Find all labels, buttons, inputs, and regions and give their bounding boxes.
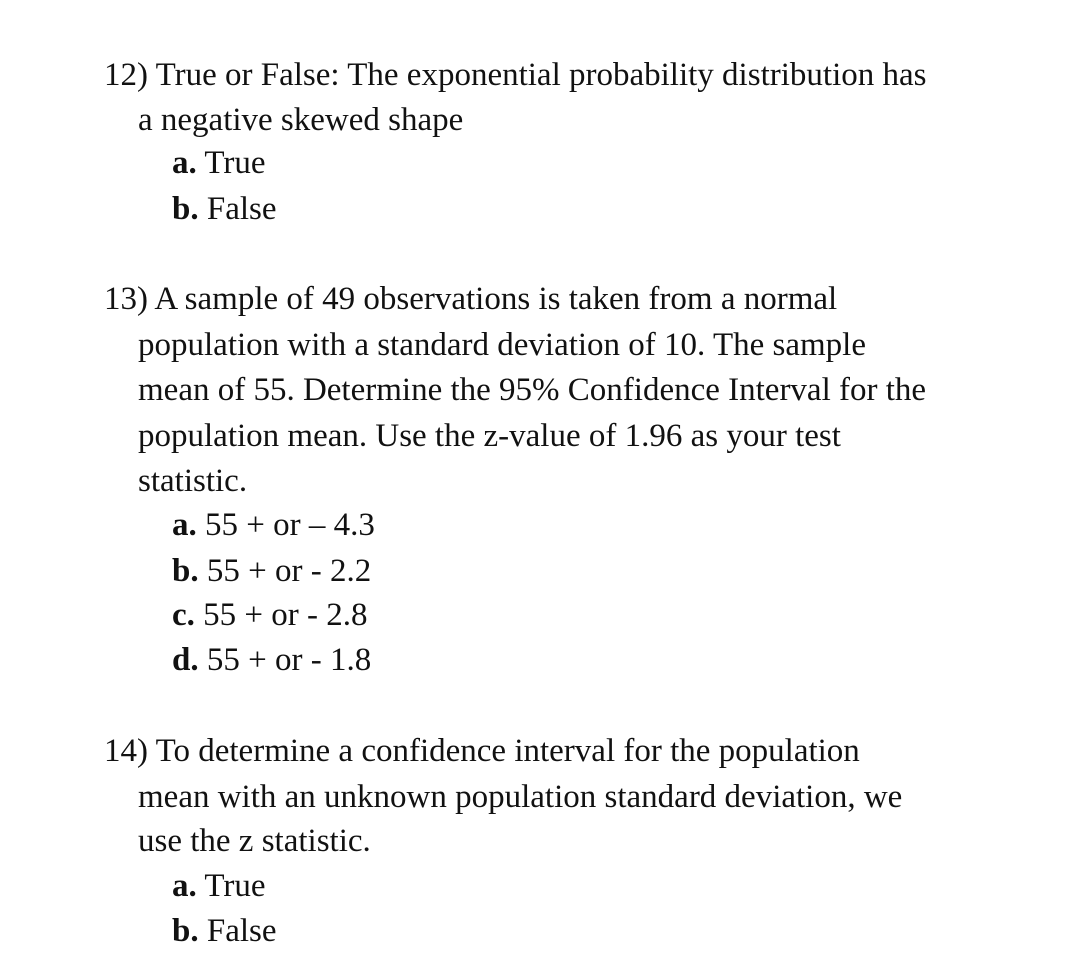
option-text: 55 + or - 2.2 <box>198 553 372 589</box>
option-letter: d. <box>172 642 199 678</box>
option-letter: b. <box>172 553 199 589</box>
question-text: 14) To determine a confidence interval for the population <box>104 733 860 769</box>
option-text: False <box>198 191 277 227</box>
question-text: statistic. <box>138 463 248 499</box>
question-text: a negative skewed shape <box>138 102 464 138</box>
option-text: 55 + or - 2.8 <box>194 597 368 633</box>
option-a[interactable] <box>172 505 375 545</box>
option-letter: a. <box>172 507 197 543</box>
option-letter: b. <box>172 913 199 949</box>
option-letter: a. <box>172 868 197 904</box>
option-letter: a. <box>172 145 197 181</box>
question-text: 13) A sample of 49 observations is taken from a normal <box>104 281 838 317</box>
option-a[interactable] <box>172 143 266 183</box>
option-text: False <box>198 913 277 949</box>
option-letter: c. <box>172 597 195 633</box>
question-text: population with a standard deviation of 10. The sample <box>138 327 866 363</box>
option-b[interactable] <box>172 911 277 951</box>
question-text: use the z statistic. <box>138 823 371 859</box>
option-b[interactable] <box>172 189 277 229</box>
option-b[interactable] <box>172 551 371 591</box>
option-d[interactable] <box>172 640 371 680</box>
option-letter: b. <box>172 191 199 227</box>
question-text: mean of 55. Determine the 95% Confidence Interval for the <box>138 372 927 408</box>
option-text: True <box>196 868 266 904</box>
option-text: True <box>196 145 266 181</box>
option-text: 55 + or – 4.3 <box>196 507 375 543</box>
question-text: population mean. Use the z-value of 1.96 as your test <box>138 418 841 454</box>
option-a[interactable] <box>172 866 266 906</box>
option-c[interactable] <box>172 595 368 635</box>
option-text: 55 + or - 1.8 <box>198 642 372 678</box>
question-text: 12) True or False: The exponential probability distribution has <box>104 57 927 93</box>
question-text: mean with an unknown population standard deviation, we <box>138 779 903 815</box>
